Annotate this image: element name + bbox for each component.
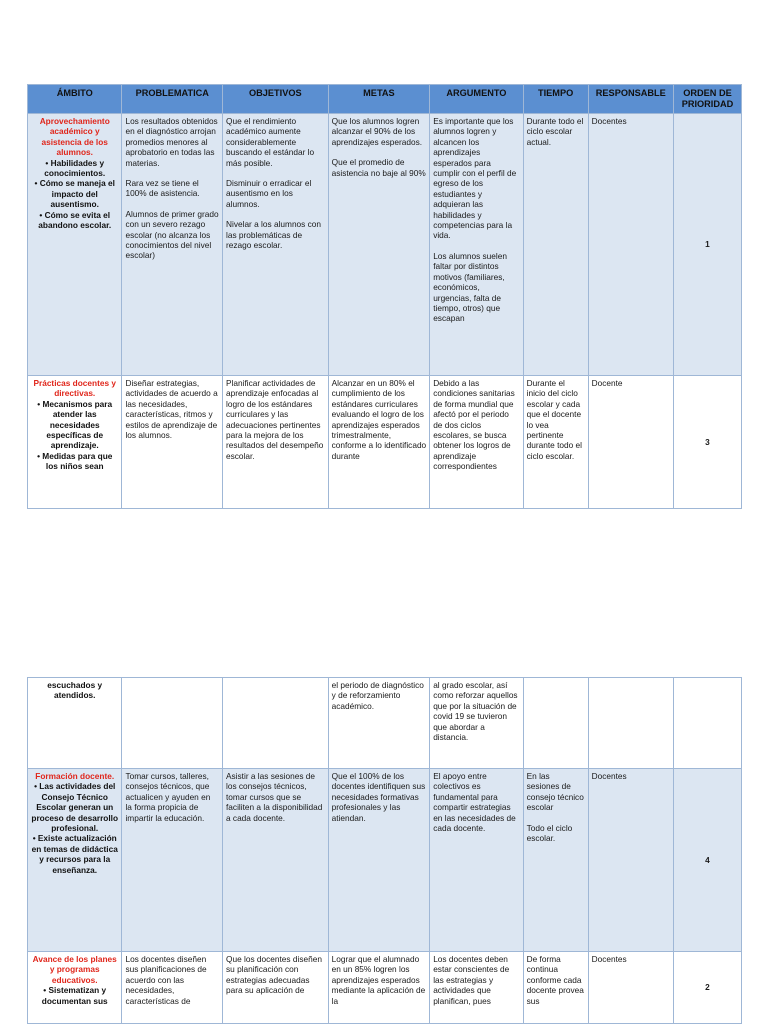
cell-paragraph: Que los alumnos logren alcanzar el 90% de los aprendizajes esperados. [331, 116, 423, 147]
objetivos-cell [223, 678, 329, 769]
metas-cell: Alcanzar en un 80% el cumplimiento de los estándares curriculares evaluando el logro de los aprendizajes esperados trimestralmente, conforme a lo identificado durante [328, 376, 430, 509]
priority-table-page-2 [27, 677, 742, 1024]
problematica-cell: Diseñar estrategias, actividades de acuerdo a las necesidades, características, ritmos y estilos de aprendizaje de los alumnos. [122, 376, 223, 509]
metas-cell: Lograr que el alumnado en un 85% logren los aprendizajes esperados mediante la aplicación de la [328, 952, 430, 1024]
objetivos-cell [223, 114, 329, 376]
ambito-cell [28, 952, 122, 1024]
ambito-cell [28, 114, 122, 376]
argumento-cell: El apoyo entre colectivos es fundamental para compartir estrategias en las necesidades de cada docente. [430, 769, 523, 952]
ambito-item: • Sistematizan y documentan sus [41, 985, 108, 1006]
ambito-title: Formación docente. [35, 771, 115, 781]
cell-paragraph: Nivelar a los alumnos con las problemáticas de rezago escolar. [226, 219, 321, 251]
table-row [28, 952, 742, 1024]
orden-cell: 1 [673, 114, 741, 376]
header-objetivos: OBJETIVOS [223, 85, 329, 114]
ambito-item: • Medidas para que los niños sean [37, 450, 113, 472]
header-responsable: RESPONSABLE [588, 85, 673, 114]
ambito-title: Aprovechamiento académico y asistencia de los alumnos. [39, 116, 110, 158]
orden-cell: 4 [673, 769, 741, 952]
cell-paragraph: Los alumnos suelen faltar por distintos motivos (familiares, económicos, urgencias, falta de tiempo, otros) que escapan [433, 250, 507, 324]
responsable-cell: Docentes [588, 114, 673, 376]
problematica-cell [122, 678, 223, 769]
objetivos-cell: Planificar actividades de aprendizaje enfocadas al logro de los estándares curriculares y las adecuaciones pertinentes para la mejora de los resultados del desempeño escolar. [223, 376, 329, 509]
cell-paragraph: Es importante que los alumnos logren y alcancen los aprendizajes esperados para cumplir con el perfil de egreso de los estudiantes y adquieran las habilidades y competencias para la vida. [433, 116, 517, 241]
cell-paragraph: Todo el ciclo escolar. [526, 822, 573, 844]
ambito-item: • Las actividades del Consejo Técnico Escolar generan un proceso de desarrollo profesional. [31, 781, 119, 834]
responsable-cell: Docentes [588, 769, 673, 952]
problematica-cell: Tomar cursos, talleres, consejos técnicos, que actualicen y ayuden en la forma propicia de impartir la educación. [122, 769, 223, 952]
metas-cell: el periodo de diagnóstico y de reforzamiento académico. [328, 678, 430, 769]
header-row [28, 85, 742, 114]
responsable-cell: Docentes [588, 952, 673, 1024]
ambito-item: • Existe actualización en temas de didáctica y recursos para la enseñanza. [31, 833, 118, 875]
tiempo-cell: Durante el inicio del ciclo escolar y cada que el docente lo vea pertinente durante todo el ciclo escolar. [523, 376, 588, 509]
metas-cell: Que el 100% de los docentes identifiquen sus necesidades formativas profesionales y las atiendan. [328, 769, 430, 952]
header-ambito: ÁMBITO [28, 85, 122, 114]
tiempo-cell: De forma continua conforme cada docente provea sus [523, 952, 588, 1024]
priority-table-page-1 [27, 84, 742, 509]
responsable-cell: Docente [588, 376, 673, 509]
orden-cell: 3 [673, 376, 741, 509]
ambito-title: Prácticas docentes y directivas. [33, 378, 116, 399]
cell-paragraph: Alumnos de primer grado con un severo rezago escolar (no alcanza los conocimientos del nivel escolar) [125, 208, 219, 261]
header-tiempo: TIEMPO [523, 85, 588, 114]
orden-cell: 2 [673, 952, 741, 1024]
responsable-cell [588, 678, 673, 769]
ambito-cell [28, 678, 122, 769]
ambito-title: Avance de los planes y programas educativos. [32, 954, 117, 985]
ambito-item: • Habilidades y conocimientos. [44, 157, 106, 179]
header-problematica: PROBLEMATICA [122, 85, 223, 114]
ambito-item: • Cómo se maneja el impacto del ausentismo. [34, 178, 115, 210]
cell-paragraph: Disminuir o erradicar el ausentismo en los alumnos. [226, 178, 312, 209]
table-row [28, 114, 742, 376]
header-orden: ORDEN DE PRIORIDAD [673, 85, 741, 114]
cell-paragraph: Los resultados obtenidos en el diagnóstico arrojan promedios menores al aprobatorio en todas las materias. [125, 116, 218, 168]
objetivos-cell: Asistir a las sesiones de los consejos técnicos, tomar cursos que se faciliten a la disponibilidad a cada docente. [223, 769, 329, 952]
problematica-cell [122, 114, 223, 376]
argumento-cell [430, 114, 523, 376]
orden-cell [673, 678, 741, 769]
cell-paragraph: Rara vez se tiene el 100% de asistencia. [125, 178, 200, 199]
header-argumento: ARGUMENTO [430, 85, 523, 114]
argumento-cell: Debido a las condiciones sanitarias de forma mundial que afectó por el periodo de dos ciclos escolares, se busca obtener los logros de aprendizaje correspondientes [430, 376, 523, 509]
tiempo-cell [523, 678, 588, 769]
cell-paragraph: Que el rendimiento académico aumente considerablemente buscando el estándar lo más posible. [226, 116, 315, 168]
ambito-cell [28, 769, 122, 952]
cell-paragraph: Que el promedio de asistencia no baje al 90% [331, 157, 426, 178]
metas-cell [328, 114, 430, 376]
cell-paragraph: En las sesiones de consejo técnico escolar [526, 771, 584, 813]
table-row [28, 376, 742, 509]
ambito-cell [28, 376, 122, 509]
tiempo-cell: Durante todo el ciclo escolar actual. [523, 114, 588, 376]
ambito-item: escuchados y atendidos. [47, 680, 103, 701]
problematica-cell: Los docentes diseñen sus planificaciones de acuerdo con las necesidades, características de [122, 952, 223, 1024]
objetivos-cell: Que los docentes diseñen su planificación con estrategias adecuadas para su aplicación de [223, 952, 329, 1024]
header-metas: METAS [328, 85, 430, 114]
argumento-cell: Los docentes deben estar conscientes de las estrategias y actividades que planifican, pues [430, 952, 523, 1024]
table-row [28, 769, 742, 952]
table-row [28, 678, 742, 769]
tiempo-cell [523, 769, 588, 952]
ambito-item: • Mecanismos para atender las necesidades específicas de aprendizaje. [37, 398, 113, 451]
argumento-cell: al grado escolar, así como reforzar aquellos que por la situación de covid 19 se tuvieron que abordar a distancia. [430, 678, 523, 769]
ambito-item: • Cómo se evita el abandono escolar. [38, 209, 112, 231]
